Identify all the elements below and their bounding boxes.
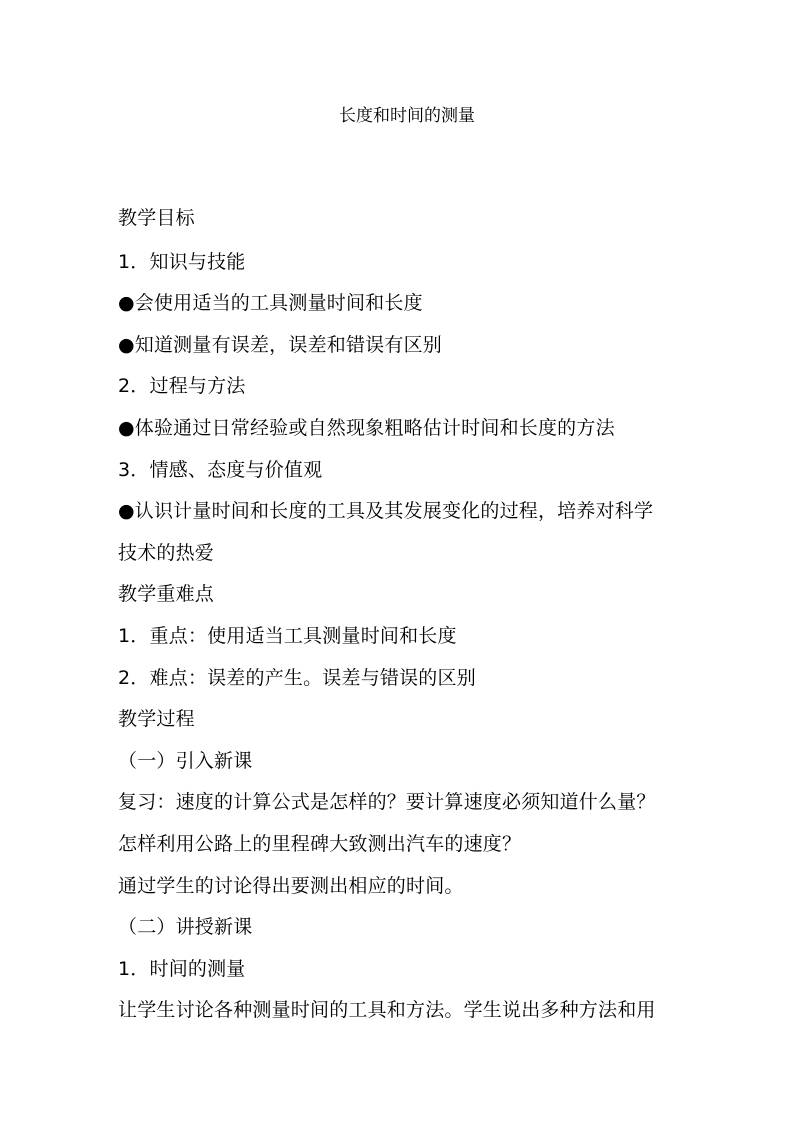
difficult-point-item: 2．难点：误差的产生。误差与错误的区别 (118, 667, 476, 689)
section-heading-key-points: 教学重难点 (118, 583, 215, 605)
subsection-time-measurement: 1．时间的测量 (118, 958, 246, 980)
document-title: 长度和时间的测量 (339, 106, 475, 126)
goal-bullet-estimate: ●体验通过日常经验或自然现象粗略估计时间和长度的方法 (118, 417, 615, 439)
paragraph-milestone-question: 怎样利用公路上的里程碑大致测出汽车的速度？ (118, 833, 522, 855)
goal-item-process-method: 2．过程与方法 (118, 375, 246, 397)
paragraph-review-question: 复习：速度的计算公式是怎样的？要计算速度必须知道什么量？ (118, 791, 656, 813)
paragraph-time-tools-discussion: 让学生讨论各种测量时间的工具和方法。学生说出多种方法和用 (118, 999, 656, 1021)
goal-bullet-error-knowledge: ●知道测量有误差，误差和错误有区别 (118, 334, 442, 356)
process-step-introduction: （一）引入新课 (118, 750, 253, 772)
section-heading-teaching-goals: 教学目标 (118, 207, 195, 229)
goal-bullet-use-tools: ●会使用适当的工具测量时间和长度 (118, 292, 423, 314)
goal-item-knowledge-skills: 1．知识与技能 (118, 251, 246, 273)
key-point-item: 1．重点：使用适当工具测量时间和长度 (118, 625, 457, 647)
section-heading-teaching-process: 教学过程 (118, 708, 195, 730)
process-step-new-lesson: （二）讲授新课 (118, 916, 253, 938)
paragraph-discussion-result: 通过学生的讨论得出要测出相应的时间。 (118, 875, 464, 897)
goal-item-emotion-values: 3．情感、态度与价值观 (118, 459, 323, 481)
goal-bullet-tools-history-cont: 技术的热爱 (118, 542, 215, 564)
goal-bullet-tools-history: ●认识计量时间和长度的工具及其发展变化的过程，培养对科学 (118, 500, 654, 522)
